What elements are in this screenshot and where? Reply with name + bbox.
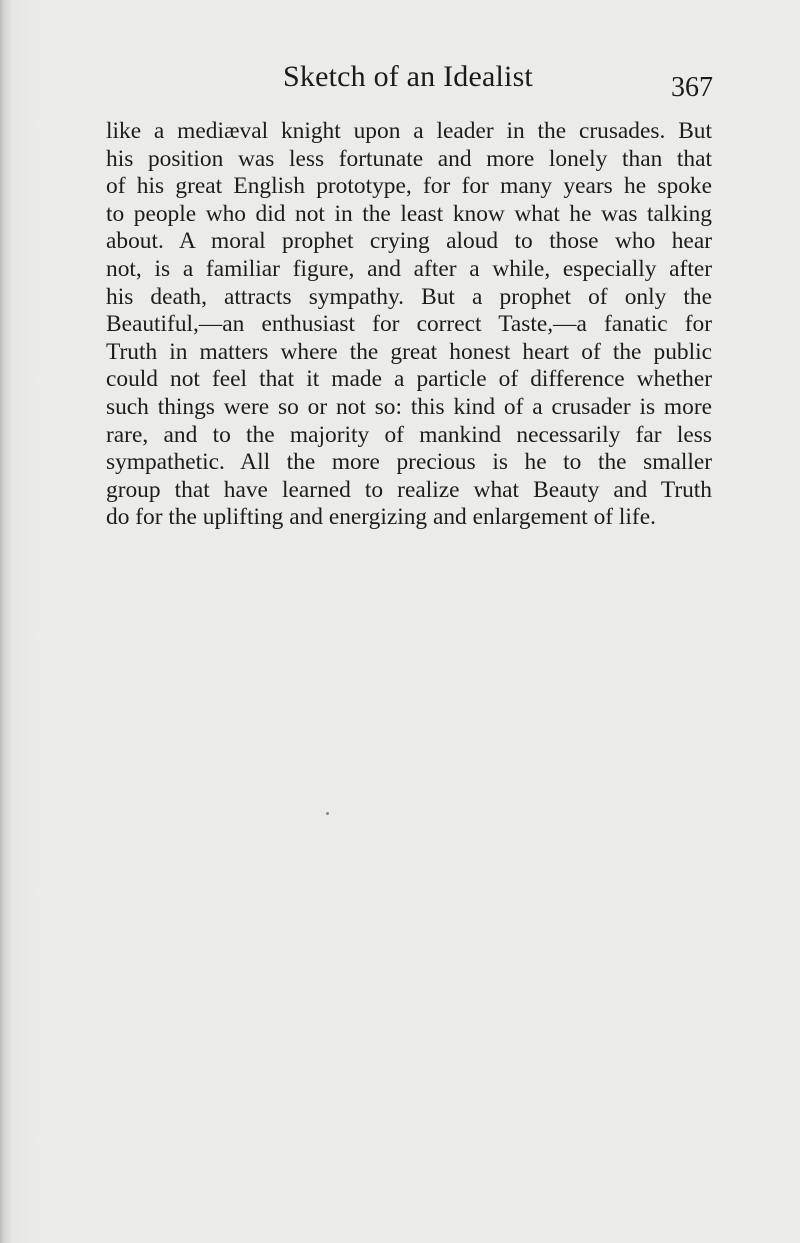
text-line: sympathetic. All the more precious is he to the smaller bbox=[106, 449, 712, 476]
text-line: group that have learned to realize what Beauty and Truth bbox=[106, 476, 712, 503]
page-number: 367 bbox=[671, 72, 713, 103]
text-line: his position was less fortunate and more lonely than that bbox=[106, 145, 712, 172]
text-line: such things were so or not so: this kind of a crusader is more bbox=[106, 393, 712, 420]
text-line: his death, attracts sympathy. But a prophet of only the bbox=[106, 283, 712, 310]
text-line: to people who did not in the least know what he was talking bbox=[106, 200, 712, 227]
paper-speck bbox=[326, 812, 329, 815]
running-title: Sketch of an Idealist bbox=[283, 60, 533, 93]
text-line: could not feel that it made a particle of difference whether bbox=[106, 366, 712, 393]
text-line: like a mediæval knight upon a leader in the crusades. But bbox=[106, 118, 712, 144]
text-line: about. A moral prophet crying aloud to those who hear bbox=[106, 228, 712, 255]
text-line: rare, and to the majority of mankind necessarily far less bbox=[106, 421, 712, 448]
text-line: do for the uplifting and energizing and enlargement of life. bbox=[106, 504, 656, 531]
body-paragraph bbox=[106, 118, 712, 532]
text-line: Truth in matters where the great honest heart of the public bbox=[106, 338, 712, 365]
text-line: Beautiful,—an enthusiast for correct Taste,—a fanatic for bbox=[106, 311, 712, 338]
text-line: of his great English prototype, for for many years he spoke bbox=[106, 173, 712, 200]
text-line: not, is a familiar figure, and after a while, especially after bbox=[106, 255, 712, 282]
